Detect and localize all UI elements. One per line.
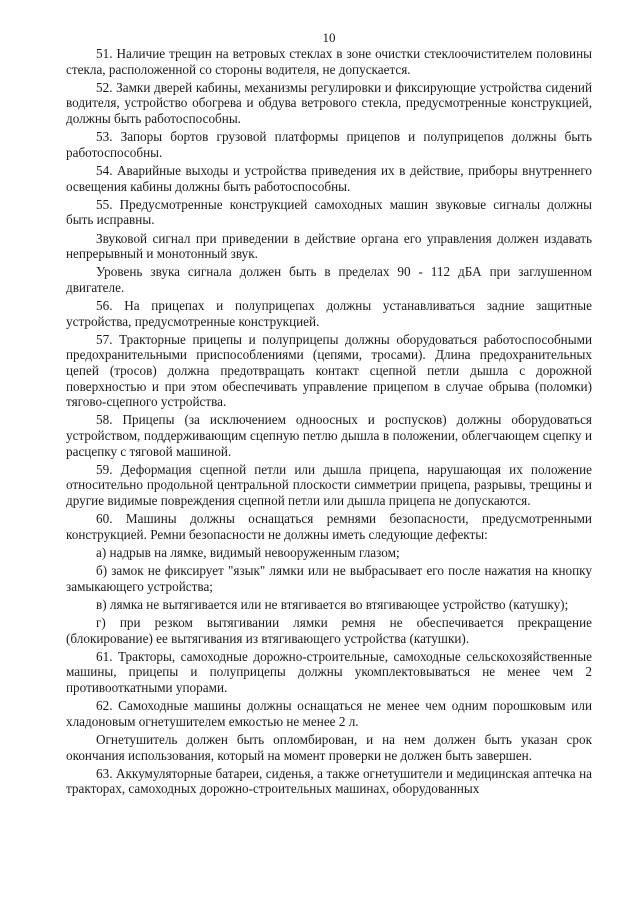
paragraph-55-sound-level: Уровень звука сигнала должен быть в пределах 90 - 112 дБА при заглушенном двигателе. (66, 264, 592, 295)
paragraph-57: 57. Тракторные прицепы и полуприцепы должны оборудоваться работоспособными предохранительными приспособлениями (цепями, тросами). Длина предохранительных цепей (тросов) должна предотвращать контакт сцепной петли дышла с дорожной поверхностью и при этом обеспечивать управление прицепом в случае обрыва (поломки) тягово-сцепного устройства. (66, 331, 592, 410)
paragraph-56: 56. На прицепах и полуприцепах должны устанавливаться задние защитные устройства, предусмотренные конструкцией. (66, 298, 592, 329)
paragraph-60-b: б) замок не фиксирует "язык" лямки или не выбрасывает его после нажатия на кнопку замыкающего устройства; (66, 563, 592, 594)
paragraph-55: 55. Предусмотренные конструкцией самоходных машин звуковые сигналы должны быть исправны. (66, 196, 592, 228)
paragraph-55-signal: Звуковой сигнал при приведении в действие органа его управления должен издавать непрерывный и монотонный звук. (66, 230, 592, 262)
paragraph-54: 54. Аварийные выходы и устройства приведения их в действие, приборы внутреннего освещения кабины должны быть работоспособны. (66, 162, 592, 194)
paragraph-58: 58. Прицепы (за исключением одноосных и роспусков) должны оборудоваться устройством, поддерживающим сцепную петлю дышла в положении, облегчающем сцепку и расцепку с тяговой машиной. (66, 412, 592, 459)
paragraph-53: 53. Запоры бортов грузовой платформы прицепов и полуприцепов должны быть работоспособны. (66, 129, 592, 160)
paragraph-52: 52. Замки дверей кабины, механизмы регулировки и фиксирующие устройства сидений водителя, устройство обогрева и обдува ветрового стекла, предусмотренные конструкцией, должны быть работоспособны. (66, 79, 592, 126)
paragraph-61: 61. Тракторы, самоходные дорожно-строительные, самоходные сельскохозяйственные машины, прицепы и полуприцепы должны укомплектовываться не менее чем 2 противооткатными упорами. (66, 648, 592, 696)
page-number: 10 (322, 30, 336, 45)
paragraph-60-a: а) надрыв на лямке, видимый невооруженным глазом; (96, 544, 400, 560)
body-text (66, 46, 592, 797)
paragraph-63: 63. Аккумуляторные батареи, сиденья, а также огнетушители и медицинская аптечка на тракторах, самоходных дорожно-строительных машинах, оборудованных (66, 765, 592, 797)
paragraph-59: 59. Деформация сцепной петли или дышла прицепа, нарушающая их положение относительно продольной центральной плоскости симметрии прицепа, разрывы, трещины и другие видимые повреждения сцепной петли или дышла прицепа не допускаются. (66, 461, 592, 508)
paragraph-60-v: в) лямка не вытягивается или не втягивается во втягивающее устройство (катушку); (96, 596, 569, 612)
paragraph-62-extinguisher: Огнетушитель должен быть опломбирован, и на нем должен быть указан срок окончания использования, который на момент проверки не должен быть завершен. (66, 732, 592, 763)
paragraph-60: 60. Машины должны оснащаться ремнями безопасности, предусмотренными конструкцией. Ремни безопасности не должны иметь следующие дефекты: (66, 511, 592, 542)
paragraph-62: 62. Самоходные машины должны оснащаться не менее чем одним порошковым или хладоновым огнетушителем емкостью не менее 2 л. (66, 698, 592, 729)
paragraph-51: 51. Наличие трещин на ветровых стеклах в зоне очистки стеклоочистителем половины стекла, расположенной со стороны водителя, не допускается. (66, 46, 592, 77)
paragraph-60-g: г) при резком вытягивании лямки ремня не обеспечивается прекращение (блокирование) ее вытягивания из втягивающего устройства (катушки). (66, 615, 592, 646)
